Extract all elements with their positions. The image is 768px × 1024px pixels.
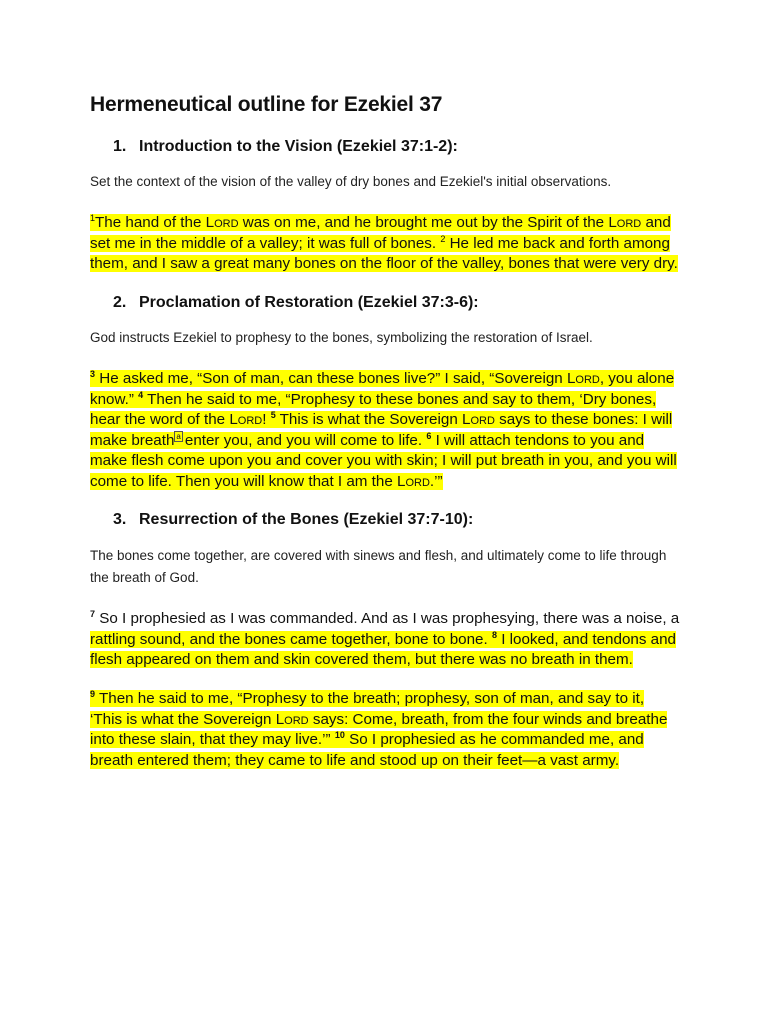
- lord-small-caps: Lord: [229, 411, 263, 429]
- verse-number: 1: [90, 212, 96, 223]
- lord-small-caps: Lord: [566, 370, 600, 387]
- section-description-1: Set the context of the vision of the valley of dry bones and Ezekiel's initial observations.: [90, 174, 612, 189]
- section-number: 3.: [113, 511, 127, 528]
- section-title: Introduction to the Vision (Ezekiel 37:1-2):: [139, 138, 458, 155]
- lord-small-caps: Lord: [608, 214, 642, 231]
- scripture-passage-3a: $^7$ So I prophesied as I was commanded. And as I was prophesying, there was a noise, a rattling sound, and the bones came together, bone to bone. $^8$ I looked, and tendons and flesh appeared on them and skin covered them, but there was no breath in them.: [90, 608, 680, 669]
- verse-number: 2: [440, 233, 446, 244]
- lord-small-caps: Lord: [205, 214, 239, 231]
- section-title: Resurrection of the Bones (Ezekiel 37:7-10):: [139, 511, 474, 528]
- verse-number: 9: [90, 688, 96, 699]
- verse-number: 6: [426, 430, 432, 441]
- section-description-2: God instructs Ezekiel to prophesy to the bones, symbolizing the restoration of Israel.: [90, 330, 593, 345]
- verse-number: 7: [90, 608, 96, 619]
- section-number: 1.: [113, 138, 127, 155]
- document-title: Hermeneutical outline for Ezekiel 37: [90, 93, 443, 116]
- scripture-passage-1: $^1$The hand of the Lord was on me, and he brought me out by the Spirit of the Lord and set me in the middle of a valley; it was full of bones. $^2$ He led me back and forth among them, and I saw a great many bones on the floor of the valley, bones that were very dry.: [90, 212, 678, 273]
- lord-small-caps: Lord: [462, 411, 495, 429]
- scripture-passage-3b: $^9$ Then he said to me, “Prophesy to the breath; prophesy, son of man, and say to it, ‘This is what the Sovereign Lord says: Come, breath, from the four winds and breathe into these slain, that they may live.’” $^{10}$ So I prophesied as he commanded me, and breath entered them; they came to life and stood up on their feet—a vast army.: [90, 688, 668, 769]
- verse-number: 8: [491, 629, 497, 640]
- section-heading-2: [113, 294, 479, 312]
- lord-small-caps: Lord: [275, 710, 309, 728]
- section-heading-1: [113, 138, 458, 156]
- section-number: 2.: [113, 294, 127, 311]
- section-heading-3: [113, 511, 473, 529]
- footnote-link[interactable]: a: [176, 431, 181, 441]
- lord-small-caps: Lord: [397, 473, 430, 491]
- verse-number: 5: [270, 410, 276, 421]
- verse-number: 4: [138, 389, 144, 400]
- section-description-3: The bones come together, are covered with sinews and flesh, and ultimately come to life through the breath of God.: [90, 548, 667, 585]
- scripture-passage-2: $^3$ He asked me, “Son of man, can these bones live?” I said, “Sovereign Lord, you alone know.” $^4$ Then he said to me, “Prophesy to these bones and say to them, ‘Dry bones, hear the word of the Lord! $^5$ This is what the Sovereign Lord says to these bones: I will make breath a enter you, and you will come to life. $^6$ I will attach tendons to you and make flesh come upon you and cover you with skin; I will put breath in you, and you will come to life. Then you will know that I am the Lord.’”: [90, 368, 677, 491]
- verse-number: 10: [334, 730, 345, 741]
- verse-number: 3: [90, 368, 96, 379]
- section-title: Proclamation of Restoration (Ezekiel 37:3-6):: [139, 294, 479, 311]
